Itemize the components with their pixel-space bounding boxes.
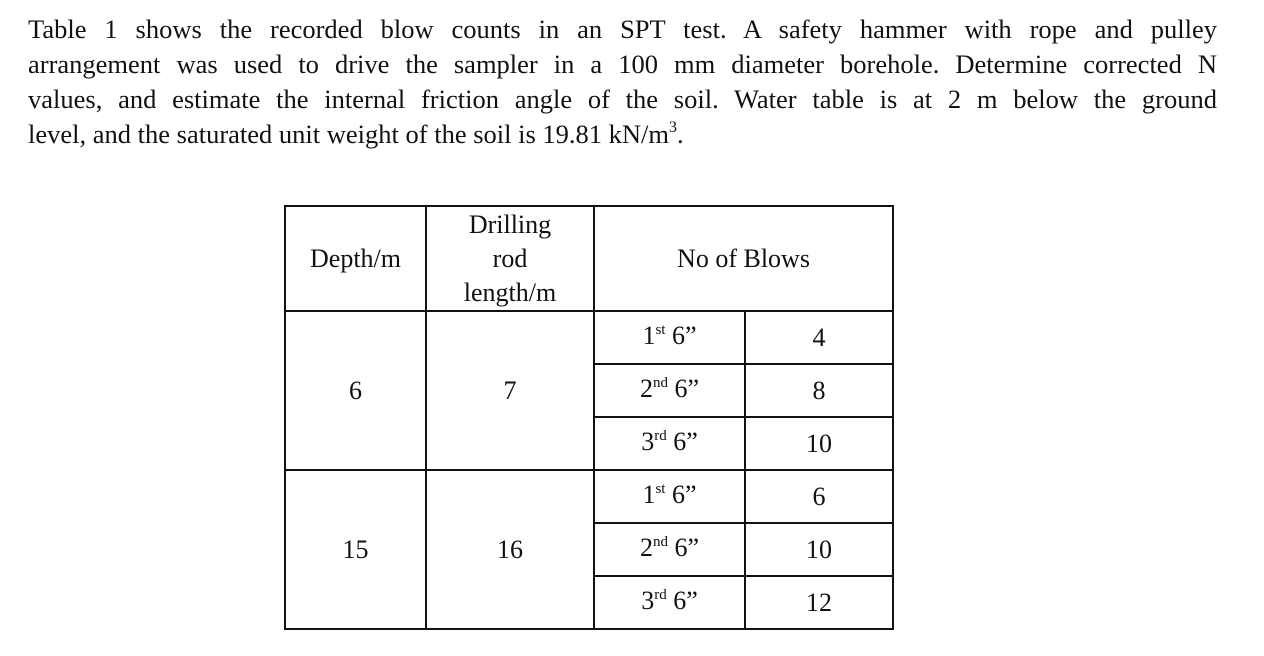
problem-line-4 <box>28 117 1228 156</box>
increment-length: 6” <box>665 320 697 350</box>
header-rod-line-2: rod <box>492 243 528 273</box>
table-row <box>285 311 893 364</box>
problem-line-2: arrangement was used to drive the sampler in a 100 mm diameter borehole. Determine corrected N <box>28 49 1217 79</box>
rod-length-cell: 16 <box>426 470 594 629</box>
increment-ordinal: 1 <box>642 479 656 509</box>
table-row <box>285 470 893 523</box>
blow-count-cell: 10 <box>745 523 893 576</box>
increment-length: 6” <box>666 426 698 456</box>
increment-ordinal: 2 <box>639 532 653 562</box>
unit-superscript: 3 <box>669 119 678 136</box>
header-no-of-blows: No of Blows <box>594 206 893 311</box>
increment-length: 6” <box>667 532 700 562</box>
increment-length: 6” <box>666 585 698 615</box>
increment-ordinal-suffix: st <box>655 321 666 338</box>
increment-ordinal-suffix: rd <box>654 427 667 444</box>
increment-ordinal: 2 <box>639 373 653 403</box>
increment-ordinal-suffix: nd <box>652 533 668 550</box>
increment-ordinal-suffix: st <box>655 480 666 497</box>
problem-line-4-end: . <box>677 119 684 149</box>
header-rod-line-3: length/m <box>463 277 557 307</box>
header-depth: Depth/m <box>285 206 426 311</box>
increment-ordinal: 1 <box>642 320 656 350</box>
problem-line-4-text: level, and the saturated unit weight of the soil is 19.81 kN/m <box>28 119 670 149</box>
header-rod-length <box>426 206 594 311</box>
increment-cell <box>594 364 745 417</box>
blow-count-cell: 12 <box>745 576 893 629</box>
problem-statement <box>28 12 1228 156</box>
blow-count-cell: 6 <box>745 470 893 523</box>
rod-length-cell: 7 <box>426 311 594 470</box>
depth-cell: 15 <box>285 470 426 629</box>
increment-cell <box>594 523 745 576</box>
increment-cell <box>594 470 745 523</box>
increment-ordinal: 3 <box>641 426 655 456</box>
blow-count-cell: 4 <box>745 311 893 364</box>
increment-ordinal-suffix: nd <box>652 374 668 391</box>
increment-ordinal: 3 <box>641 585 655 615</box>
increment-cell <box>594 417 745 470</box>
increment-cell <box>594 311 745 364</box>
blow-count-cell: 10 <box>745 417 893 470</box>
header-rod-line-1: Drilling <box>468 209 552 239</box>
blow-count-cell: 8 <box>745 364 893 417</box>
increment-length: 6” <box>667 373 700 403</box>
problem-line-1: Table 1 shows the recorded blow counts in an SPT test. A safety hammer with rope and pulley <box>28 14 1217 44</box>
depth-cell: 6 <box>285 311 426 470</box>
table-header-row <box>285 206 893 311</box>
problem-line-3: values, and estimate the internal friction angle of the soil. Water table is at 2 m below the ground <box>28 84 1217 114</box>
increment-ordinal-suffix: rd <box>654 586 667 603</box>
increment-cell <box>594 576 745 629</box>
increment-length: 6” <box>665 479 697 509</box>
spt-blow-count-table <box>284 205 894 630</box>
